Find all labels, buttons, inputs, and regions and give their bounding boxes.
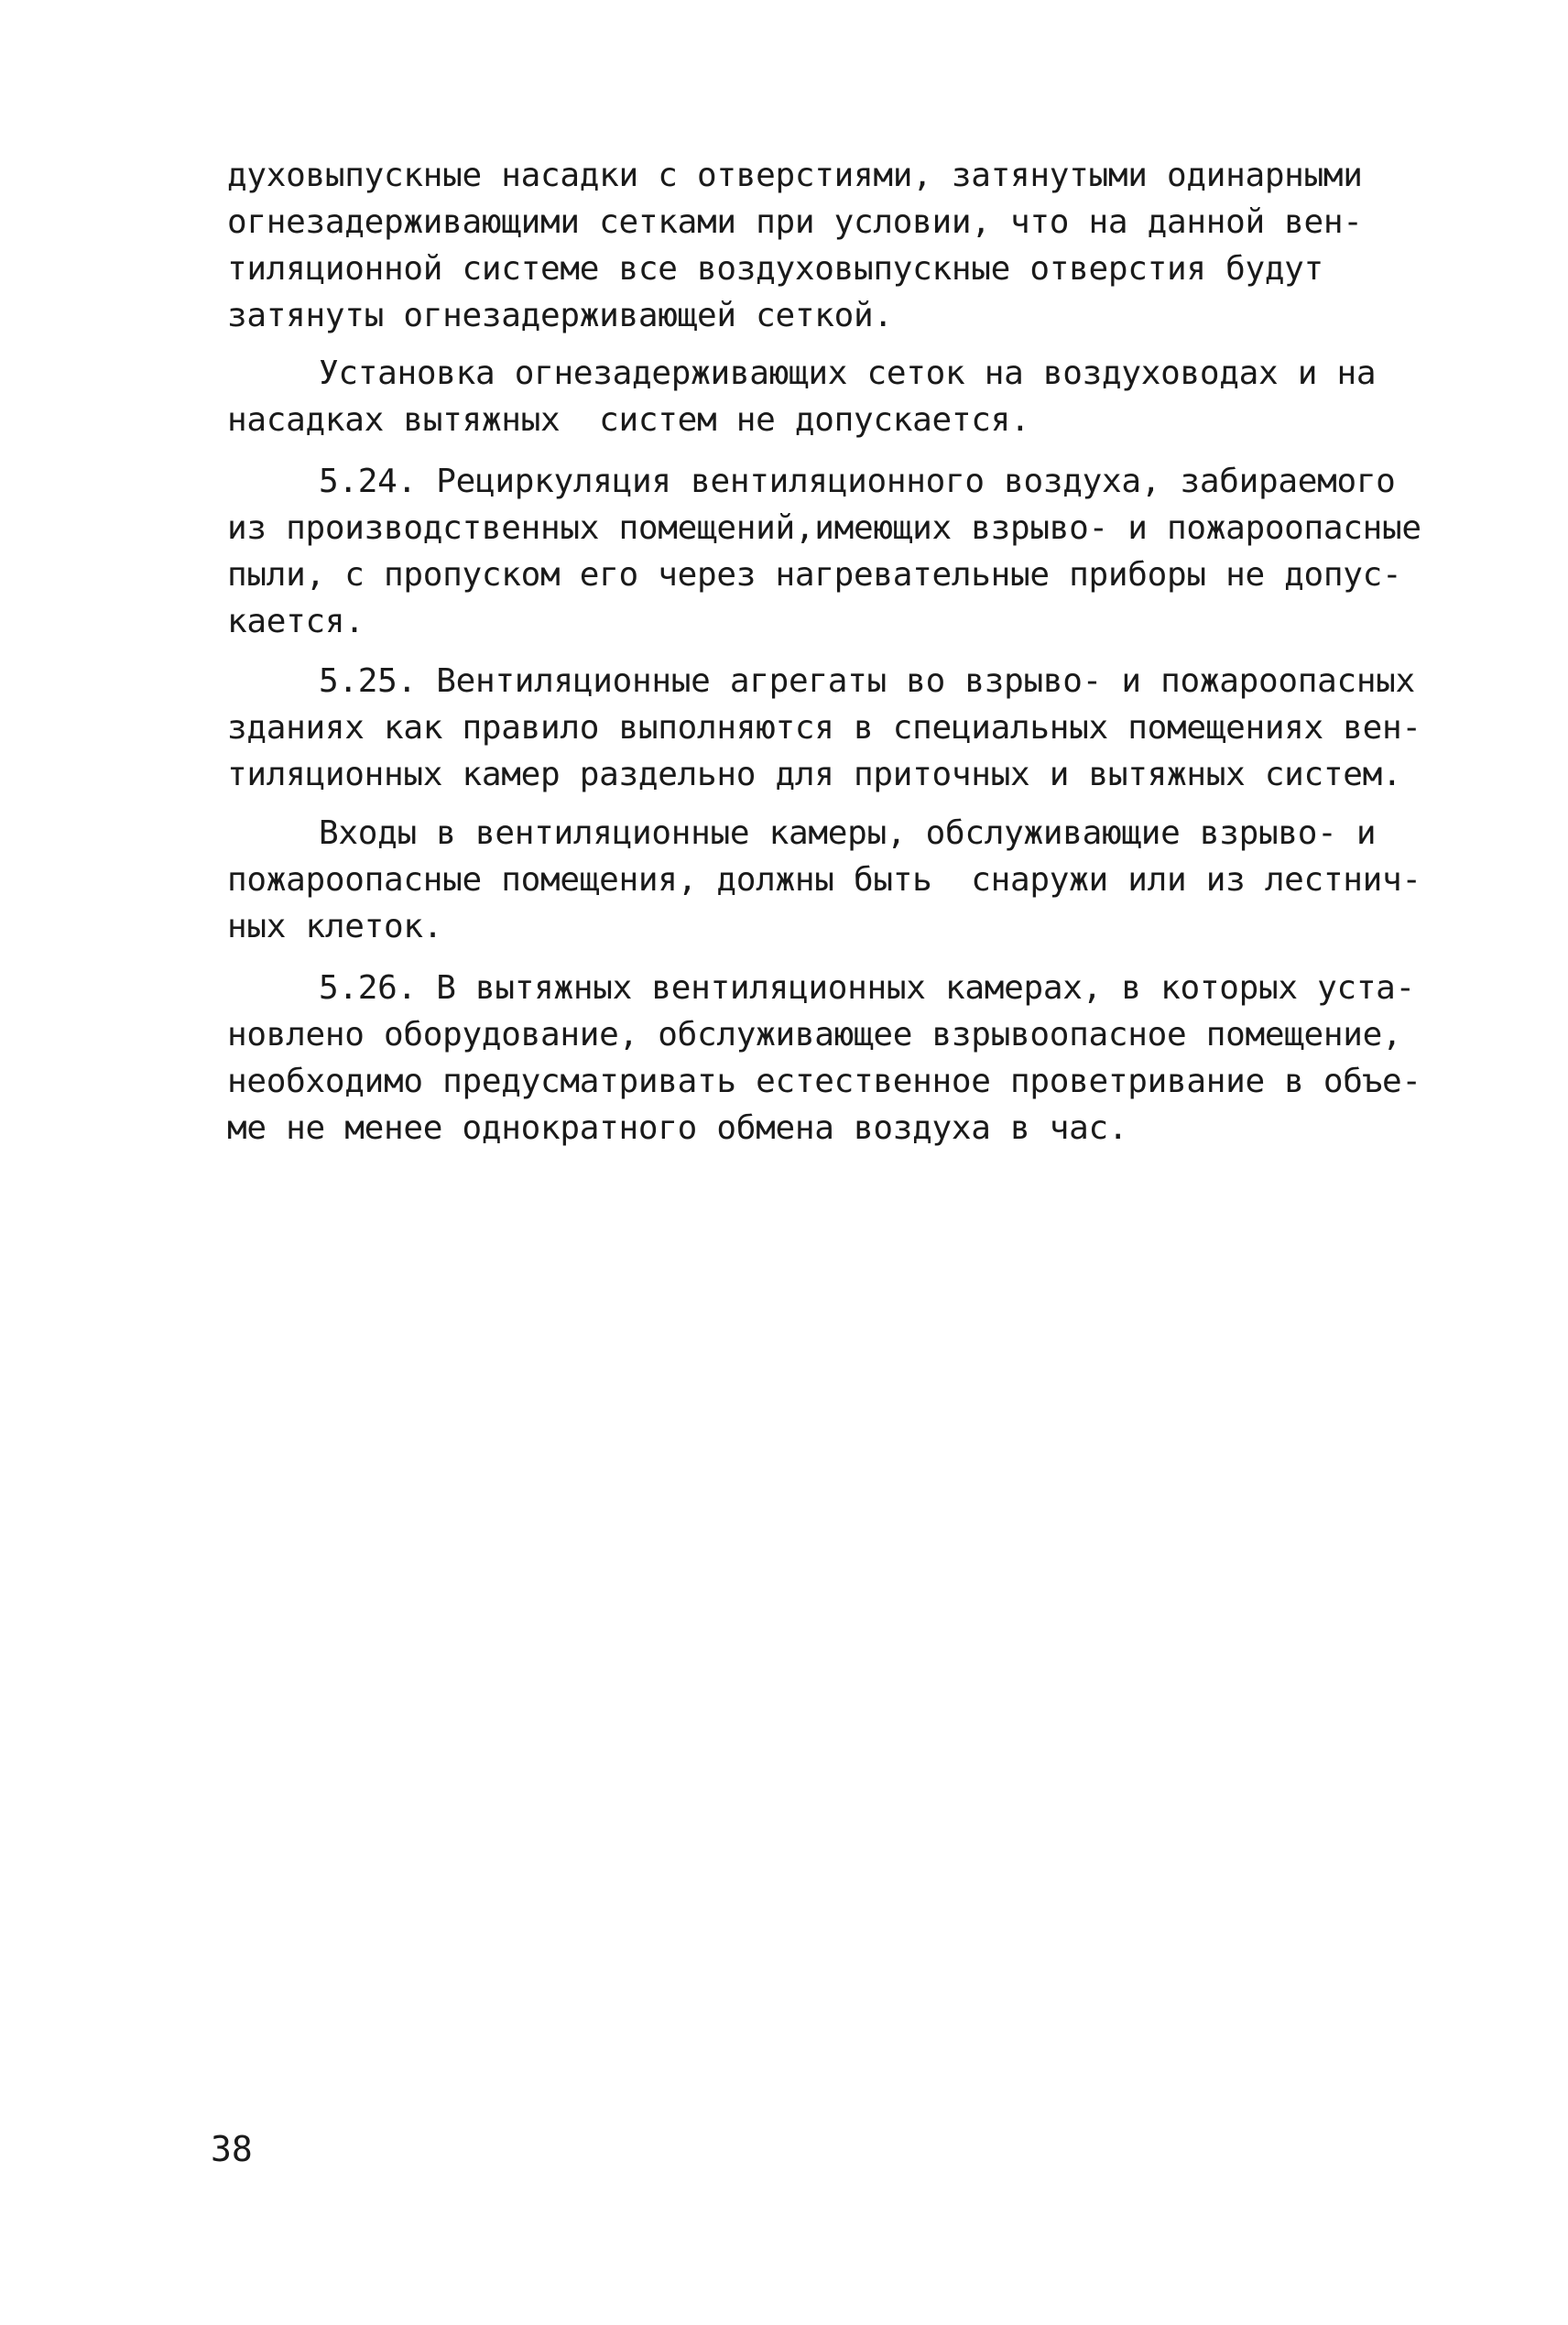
text-line: 5.24. Рециркуляция вентиляционного воздуха, забираемого <box>319 463 1396 500</box>
text-line: затянуты огнезадерживающей сеткой. <box>227 297 893 334</box>
text-line: кается. <box>227 603 365 640</box>
text-line: ме не менее однократного обмена воздуха в час. <box>227 1109 1128 1147</box>
text-line: пыли, с пропуском его через нагревательные приборы не допус- <box>227 556 1402 594</box>
text-line: ных клеток. <box>227 908 443 945</box>
text-line: насадках вытяжных систем не допускается. <box>227 401 1030 439</box>
text-line: тиляционных камер раздельно для приточных и вытяжных систем. <box>227 756 1402 793</box>
text-line: из производственных помещений,имеющих взрыво- и пожароопасные <box>227 509 1421 547</box>
text-line: 5.25. Вентиляционные агрегаты во взрыво- и пожароопасных <box>319 662 1415 700</box>
text-line: пожароопасные помещения, должны быть снаружи или из лестнич- <box>227 861 1421 899</box>
text-line: 5.26. В вытяжных вентиляционных камерах, в которых уста- <box>319 969 1415 1007</box>
page-number: 38 <box>211 2129 253 2169</box>
text-line: Входы в вентиляционные камеры, обслуживающие взрыво- и <box>319 814 1377 852</box>
text-line: новлено оборудование, обслуживающее взрывоопасное помещение, <box>227 1016 1402 1053</box>
text-line: огнезадерживающими сетками при условии, что на данной вен- <box>227 203 1363 241</box>
text-line: духовыпускные насадки с отверстиями, затянутыми одинарными <box>227 157 1363 194</box>
text-line: зданиях как правило выполняются в специальных помещениях вен- <box>227 709 1421 747</box>
text-line: необходимо предусматривать естественное проветривание в объе- <box>227 1063 1421 1100</box>
text-line: Установка огнезадерживающих сеток на воздуховодах и на <box>319 355 1377 392</box>
text-line: тиляционной системе все воздуховыпускные отверстия будут <box>227 250 1323 288</box>
